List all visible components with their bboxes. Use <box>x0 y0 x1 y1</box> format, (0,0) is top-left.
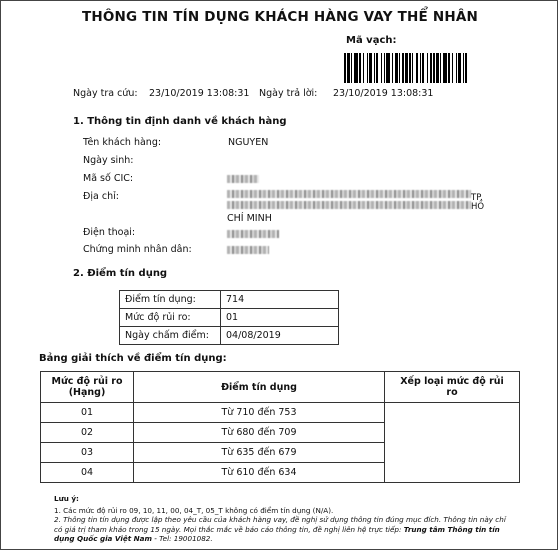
cic-redacted <box>227 175 259 183</box>
col-rank-header: Xếp loại mức độ rủi ro <box>385 372 520 403</box>
table-row <box>120 291 339 309</box>
address-label: Địa chỉ: <box>83 191 119 202</box>
address-redacted-line2 <box>227 201 471 209</box>
report-title: THÔNG TIN TÍN DỤNG KHÁCH HÀNG VAY THỂ NHÂN <box>81 9 479 25</box>
query-date-label: Ngày tra cứu: <box>73 88 138 99</box>
table-row <box>120 309 339 327</box>
note-2 <box>54 515 514 544</box>
credit-score-table <box>119 290 339 345</box>
risk-level-value: 01 <box>221 309 339 327</box>
explanation-heading: Bảng giải thích về điểm tín dụng: <box>39 353 227 364</box>
table-row <box>41 403 520 423</box>
score-range-cell: Từ 635 đến 679 <box>134 443 385 463</box>
risk-cell: 02 <box>41 423 134 443</box>
phone-redacted <box>227 230 279 238</box>
risk-cell: 01 <box>41 403 134 423</box>
notes-heading: Lưu ý: <box>54 494 79 503</box>
reply-date-label: Ngày trả lời: <box>259 88 318 99</box>
table-header-row <box>41 372 520 403</box>
section-identity-heading: 1. Thông tin định danh về khách hàng <box>73 116 287 127</box>
id-card-label: Chứng minh nhân dân: <box>83 244 192 255</box>
score-range-cell: Từ 710 đến 753 <box>134 403 385 423</box>
risk-level-label: Mức độ rủi ro: <box>120 309 221 327</box>
id-card-redacted <box>227 246 269 254</box>
note-2-org: Trung tâm Thông tin tín dụng Quốc gia Việt Nam <box>54 524 500 543</box>
section-score-heading: 2. Điểm tín dụng <box>73 268 168 279</box>
query-date-value: 23/10/2019 13:08:31 <box>149 88 250 99</box>
rank-cell <box>385 403 520 483</box>
note-1: 1. Các mức độ rủi ro 09, 10, 11, 00, 04_T, 05_T không có điểm tín dụng (N/A). <box>54 505 334 515</box>
reply-date-value: 23/10/2019 13:08:31 <box>333 88 434 99</box>
col-risk-header: Mức độ rủi ro (Hạng) <box>41 372 134 403</box>
customer-name-label: Tên khách hàng: <box>83 137 162 148</box>
risk-cell: 03 <box>41 443 134 463</box>
barcode-label: Mã vạch: <box>346 35 397 46</box>
cic-label: Mã số CIC: <box>83 173 134 184</box>
score-range-cell: Từ 680 đến 709 <box>134 423 385 443</box>
notes-block <box>54 494 514 544</box>
score-explanation-table <box>40 371 520 483</box>
score-range-cell: Từ 610 đến 634 <box>134 463 385 483</box>
note-2-text: 2. Thông tin tín dụng được lập theo yêu cầu của khách hàng vay, đề nghị sử dụng thông tin đúng mục đích. Thông tin này chỉ có giá trị tham khảo trong 15 ngày. Mọi thắc mắc về báo cáo thông tin, đề nghị liên hệ trực tiếp: <box>54 515 506 534</box>
address-redacted-line1 <box>227 190 471 198</box>
dob-label: Ngày sinh: <box>83 155 134 166</box>
scoring-date-value: 04/08/2019 <box>221 327 339 345</box>
risk-cell: 04 <box>41 463 134 483</box>
col-score-header: Điểm tín dụng <box>134 372 385 403</box>
table-row <box>120 327 339 345</box>
phone-label: Điện thoại: <box>83 227 136 238</box>
address-line2: CHÍ MINH <box>227 213 272 224</box>
scoring-date-label: Ngày chấm điểm: <box>120 327 221 345</box>
barcode-image <box>344 53 468 83</box>
address-city-tail: TP. HỒ <box>471 193 485 212</box>
score-value: 714 <box>221 291 339 309</box>
customer-name-value: NGUYEN <box>228 137 269 148</box>
score-label: Điểm tín dụng: <box>120 291 221 309</box>
note-2-tel: - Tel: 19001082. <box>151 534 213 543</box>
